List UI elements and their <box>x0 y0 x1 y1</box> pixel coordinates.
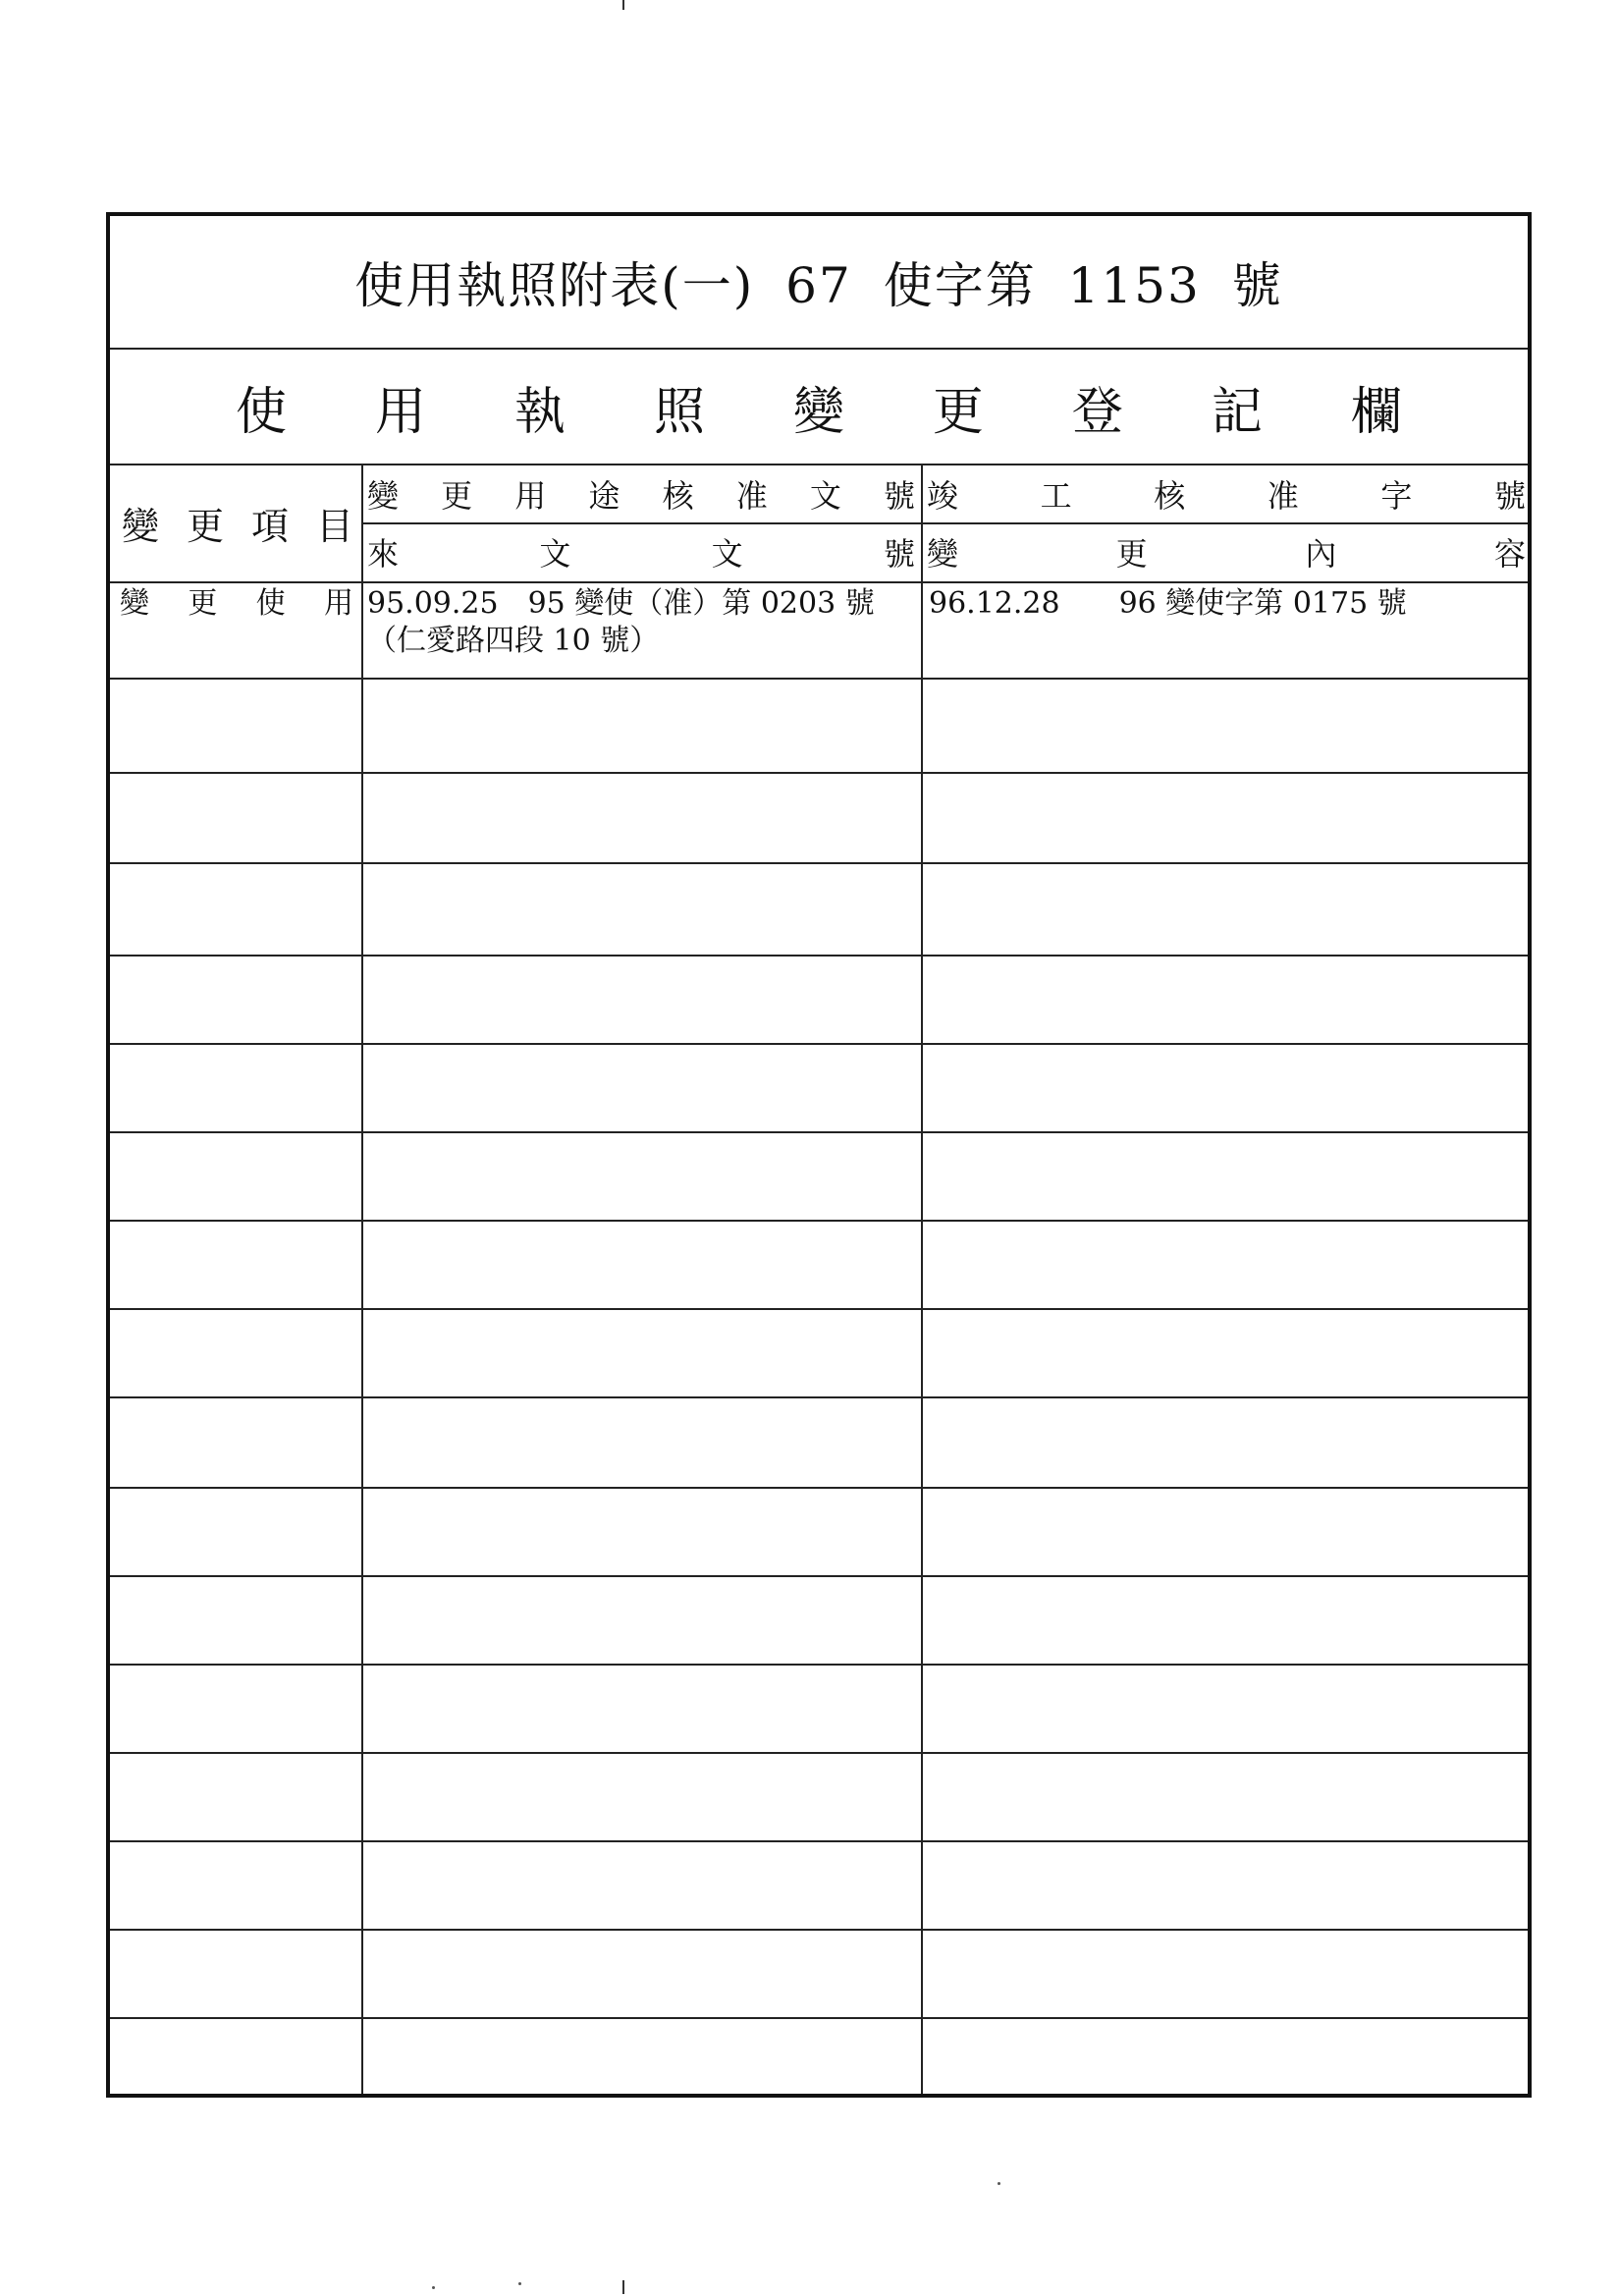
header-usage-approval-number <box>365 467 917 520</box>
row-divider <box>110 1396 1528 1398</box>
usage-license-attachment-form <box>106 212 1532 2098</box>
section-title-char: 更 <box>932 382 984 442</box>
row-char: 變 <box>120 586 149 621</box>
header-char: 號 <box>883 535 915 573</box>
header-change-item <box>116 464 359 581</box>
header-char: 容 <box>1493 535 1526 573</box>
scan-speck <box>432 2286 435 2289</box>
section-title-char: 執 <box>513 382 566 442</box>
header-char: 更 <box>1115 535 1148 573</box>
column-divider <box>361 464 363 2094</box>
header-char: 准 <box>735 477 768 515</box>
header-char: 號 <box>1493 477 1526 515</box>
header-char: 內 <box>1305 535 1337 573</box>
row-char: 更 <box>188 586 218 621</box>
header-char: 文 <box>711 535 743 573</box>
section-title-char: 欄 <box>1350 382 1402 442</box>
row-divider <box>110 1487 1528 1489</box>
header-char: 途 <box>588 477 620 515</box>
header-char: 准 <box>1267 477 1299 515</box>
header-char: 號 <box>883 477 915 515</box>
scan-speck <box>998 2182 1000 2185</box>
header-char: 工 <box>1040 477 1072 515</box>
row-divider <box>110 1664 1528 1666</box>
scan-speck <box>518 2282 521 2285</box>
row-change-item <box>116 585 357 623</box>
row-divider <box>110 678 1528 680</box>
row-divider <box>110 1840 1528 1842</box>
row-divider <box>110 1220 1528 1222</box>
header-char: 用 <box>514 477 547 515</box>
row-char: 用 <box>323 586 353 621</box>
header-char: 文 <box>539 535 571 573</box>
section-title <box>236 350 1402 464</box>
row-divider <box>110 1575 1528 1577</box>
header-char: 文 <box>809 477 841 515</box>
form-title: 使用執照附表(一) 67 使字第 1153 號 <box>354 257 1283 314</box>
header-change-content <box>925 524 1528 579</box>
header-completion-approval-number <box>925 467 1528 520</box>
header-char: 核 <box>662 477 694 515</box>
header-char: 項 <box>250 504 289 548</box>
row-divider <box>110 772 1528 774</box>
divider <box>361 522 1528 524</box>
row-divider <box>110 1043 1528 1045</box>
row-divider <box>110 1929 1528 1931</box>
header-char: 核 <box>1154 477 1186 515</box>
header-char: 來 <box>367 535 400 573</box>
header-char: 更 <box>186 504 224 548</box>
section-title-char: 登 <box>1071 382 1123 442</box>
section-title-char: 變 <box>792 382 844 442</box>
header-char: 變 <box>122 504 160 548</box>
row-completion-approval: 96.12.28 96 變使字第 0175 號 <box>929 586 1407 621</box>
approval-number-text: 95.09.25 95 變使（准）第 0203 號 <box>367 586 875 621</box>
header-char: 變 <box>367 477 400 515</box>
section-title-char: 用 <box>374 382 426 442</box>
scan-mark <box>622 0 624 10</box>
scan-mark <box>622 2280 624 2294</box>
section-title-char: 使 <box>236 382 288 442</box>
header-char: 字 <box>1380 477 1413 515</box>
row-divider <box>110 2017 1528 2019</box>
divider <box>110 581 1528 583</box>
row-divider <box>110 862 1528 864</box>
header-char: 變 <box>927 535 959 573</box>
row-usage-approval <box>367 585 917 660</box>
header-incoming-document-number <box>365 524 917 579</box>
row-divider <box>110 1752 1528 1754</box>
row-divider <box>110 1308 1528 1310</box>
section-title-char: 照 <box>653 382 705 442</box>
column-divider <box>921 464 923 2094</box>
row-char: 使 <box>255 586 286 621</box>
header-char: 竣 <box>927 477 959 515</box>
row-divider <box>110 1131 1528 1133</box>
row-divider <box>110 955 1528 957</box>
header-char: 目 <box>315 504 353 548</box>
address-text: （仁愛路四段 10 號） <box>367 624 660 658</box>
section-title-char: 記 <box>1211 382 1263 442</box>
header-char: 更 <box>441 477 473 515</box>
